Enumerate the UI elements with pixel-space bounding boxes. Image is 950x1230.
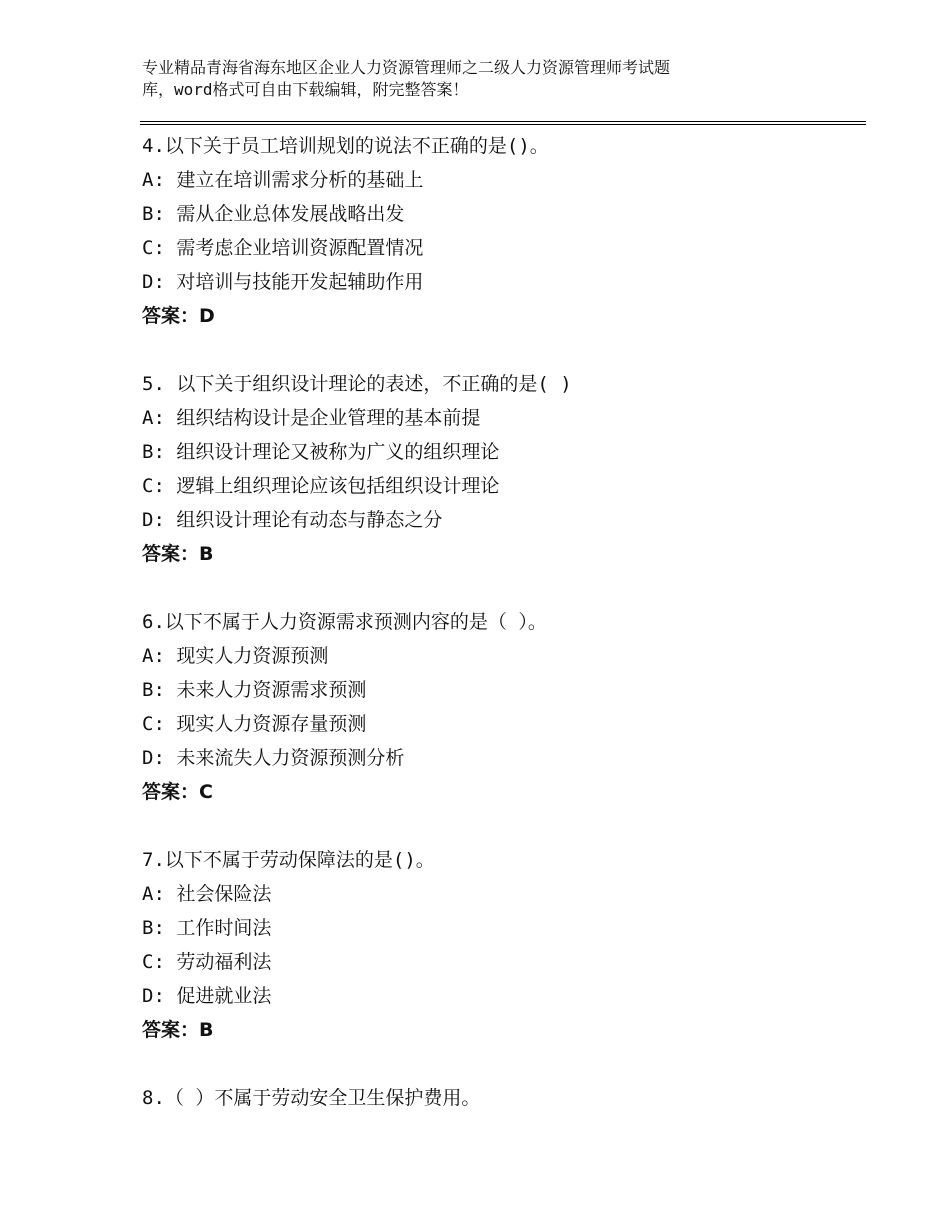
spacer (142, 809, 862, 843)
spacer (142, 333, 862, 367)
option-a: A: 现实人力资源预测 (142, 645, 329, 667)
option-a: A: 组织结构设计是企业管理的基本前提 (142, 407, 481, 429)
option-b: B: 未来人力资源需求预测 (142, 679, 367, 701)
option-b: B: 工作时间法 (142, 917, 272, 939)
question-stem: 4.以下关于员工培训规划的说法不正确的是()。 (142, 135, 549, 157)
document-header (142, 57, 862, 101)
spacer (142, 1047, 862, 1081)
option-c: C: 需考虑企业培训资源配置情况 (142, 237, 424, 259)
option-c: C: 逻辑上组织理论应该包括组织设计理论 (142, 475, 500, 497)
question-stem: 8.（ ）不属于劳动安全卫生保护费用。 (142, 1087, 481, 1109)
option-c: C: 现实人力资源存量预测 (142, 713, 367, 735)
answer-line: 答案：B (142, 543, 214, 565)
option-c: C: 劳动福利法 (142, 951, 272, 973)
option-a: A: 建立在培训需求分析的基础上 (142, 169, 424, 191)
option-d: D: 未来流失人力资源预测分析 (142, 747, 405, 769)
header-line-1: 专业精品青海省海东地区企业人力资源管理师之二级人力资源管理师考试题 (142, 58, 671, 77)
spacer (142, 571, 862, 605)
option-b: B: 组织设计理论又被称为广义的组织理论 (142, 441, 500, 463)
option-d: D: 促进就业法 (142, 985, 272, 1007)
question-list (142, 129, 862, 1115)
answer-line: 答案：D (142, 305, 215, 327)
question-stem: 6.以下不属于人力资源需求预测内容的是（ ）。 (142, 611, 547, 633)
answer-line: 答案：B (142, 1019, 214, 1041)
option-b: B: 需从企业总体发展战略出发 (142, 203, 405, 225)
header-line-2: 库，word格式可自由下载编辑，附完整答案！ (142, 80, 469, 99)
question-stem: 7.以下不属于劳动保障法的是()。 (142, 849, 435, 871)
option-a: A: 社会保险法 (142, 883, 272, 905)
option-d: D: 对培训与技能开发起辅助作用 (142, 271, 424, 293)
option-d: D: 组织设计理论有动态与静态之分 (142, 509, 443, 531)
answer-line: 答案：C (142, 781, 213, 803)
header-divider (140, 121, 866, 125)
question-stem: 5. 以下关于组织设计理论的表述，不正确的是( ) (142, 373, 572, 395)
